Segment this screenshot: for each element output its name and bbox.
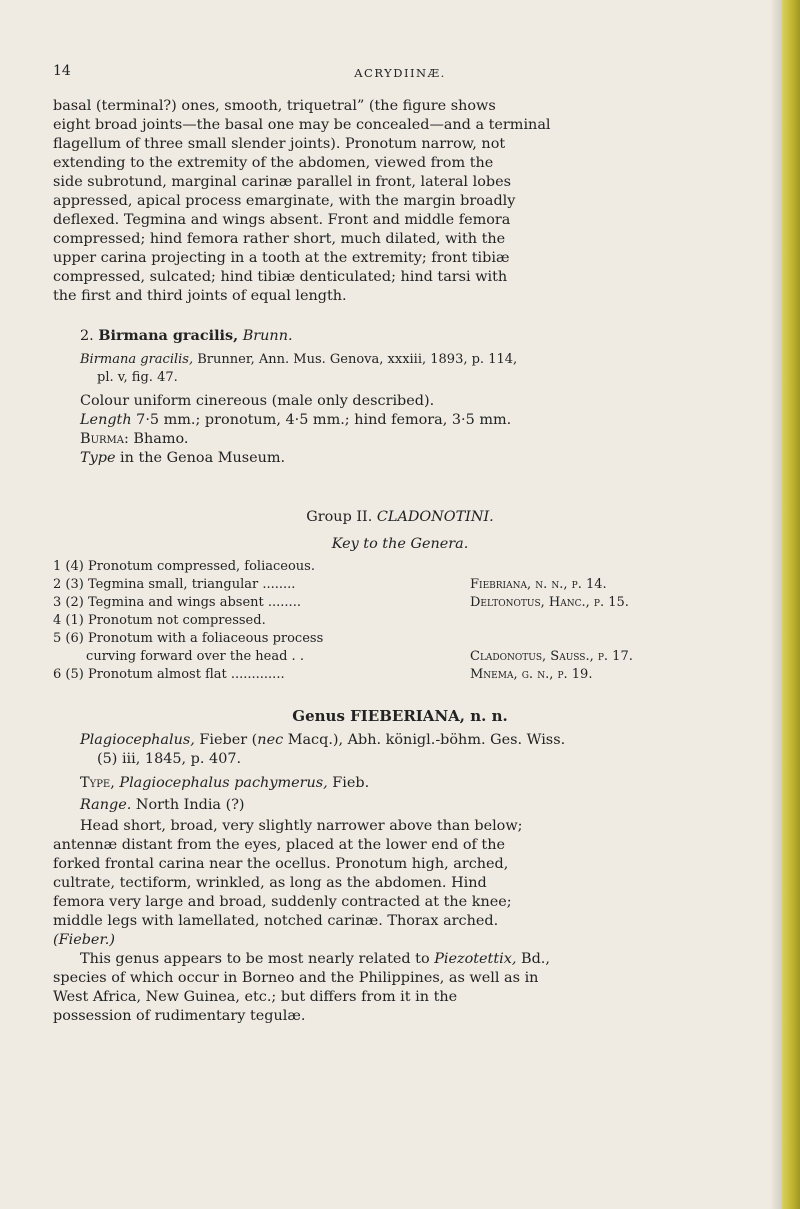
running-head: ACRYDIINÆ. <box>354 66 446 80</box>
genus-desc-line: Head short, broad, very slightly narrower above than below; <box>80 818 523 834</box>
species-reference-line2: pl. v, fig. 47. <box>97 370 178 385</box>
para1-line: appressed, apical process emarginate, with the margin broadly <box>53 193 516 209</box>
para1-line: upper carina projecting in a tooth at the extremity; front tibiæ <box>53 250 510 266</box>
key-row-right: Cladonotus, Sauss., p. 17. <box>470 649 633 664</box>
species-reference: Birmana gracilis, Brunner, Ann. Mus. Genova, xxxiii, 1893, p. 114, <box>80 352 518 367</box>
species-locality: Burma: Bhamo. <box>80 431 189 447</box>
genus-desc-line: middle legs with lamellated, notched carinæ. Thorax arched. <box>53 913 499 929</box>
key-row-left: curving forward over the head . . <box>53 649 304 664</box>
group-title: Group II. CLADONOTINI. <box>306 509 494 525</box>
species-type: Type in the Genoa Museum. <box>80 450 286 466</box>
key-row-left: 2 (3) Tegmina small, triangular ........ <box>53 577 296 592</box>
species-number: 2. <box>80 328 94 344</box>
key-row-left: 6 (5) Pronotum almost flat ............. <box>53 667 285 682</box>
genus-note-line: West Africa, New Guinea, etc.; but differs from it in the <box>53 989 458 1005</box>
para1-line: deflexed. Tegmina and wings absent. Front and middle femora <box>53 212 511 228</box>
para1-line: eight broad joints—the basal one may be concealed—and a terminal <box>53 117 551 133</box>
genus-reference: Plagiocephalus, Fieber (nec Macq.), Abh. königl.-böhm. Ges. Wiss. <box>80 732 566 748</box>
para1-line: the first and third joints of equal length. <box>53 288 347 304</box>
genus-type: Type, Plagiocephalus pachymerus, Fieb. <box>80 775 370 791</box>
para1-line: basal (terminal?) ones, smooth, triquetral” (the figure shows <box>53 98 496 114</box>
genus-range: Range. North India (?) <box>80 797 245 813</box>
para1-line: extending to the extremity of the abdomen, viewed from the <box>53 155 494 171</box>
key-row-left: 4 (1) Pronotum not compressed. <box>53 613 266 628</box>
species-colour: Colour uniform cinereous (male only described). <box>80 393 435 409</box>
genus-note-line: possession of rudimentary tegulæ. <box>53 1008 306 1024</box>
key-row-right: Mnema, g. n., p. 19. <box>470 667 593 682</box>
page-header <box>0 62 800 82</box>
genus-desc-line: antennæ distant from the eyes, placed at the lower end of the <box>53 837 505 853</box>
genus-reference-line2: (5) iii, 1845, p. 407. <box>97 751 242 767</box>
genus-desc-line: forked frontal carina near the ocellus. Pronotum high, arched, <box>53 856 509 872</box>
genus-note-line: species of which occur in Borneo and the Philippines, as well as in <box>53 970 539 986</box>
para1-line: flagellum of three small slender joints). Pronotum narrow, not <box>53 136 506 152</box>
genus-title: Genus FIEBERIANA, n. n. <box>292 707 508 725</box>
genus-note-line: This genus appears to be most nearly related to Piezotettix, Bd., <box>80 951 550 967</box>
species-length: Length 7·5 mm.; pronotum, 4·5 mm.; hind femora, 3·5 mm. <box>80 412 512 428</box>
key-row-left: 1 (4) Pronotum compressed, foliaceous. <box>53 559 315 574</box>
species-heading <box>80 327 293 346</box>
species-name: Birmana gracilis, <box>98 327 239 344</box>
key-row-right: Deltonotus, Hanc., p. 15. <box>470 595 629 610</box>
genus-desc-line: cultrate, tectiform, wrinkled, as long as the abdomen. Hind <box>53 875 487 891</box>
genus-attribution: (Fieber.) <box>53 932 115 948</box>
genus-desc-line: femora very large and broad, suddenly contracted at the knee; <box>53 894 512 910</box>
key-row-left: 5 (6) Pronotum with a foliaceous process <box>53 631 324 646</box>
para1-line: compressed, sulcated; hind tibiæ denticulated; hind tarsi with <box>53 269 508 285</box>
key-row-left: 3 (2) Tegmina and wings absent ........ <box>53 595 301 610</box>
key-title: Key to the Genera. <box>331 536 469 552</box>
para1-line: side subrotund, marginal carinæ parallel in front, lateral lobes <box>53 174 511 190</box>
para1-line: compressed; hind femora rather short, much dilated, with the <box>53 231 506 247</box>
page-number: 14 <box>53 63 71 79</box>
key-row-right: Fiebriana, n. n., p. 14. <box>470 577 607 592</box>
species-author: Brunn. <box>242 328 293 344</box>
